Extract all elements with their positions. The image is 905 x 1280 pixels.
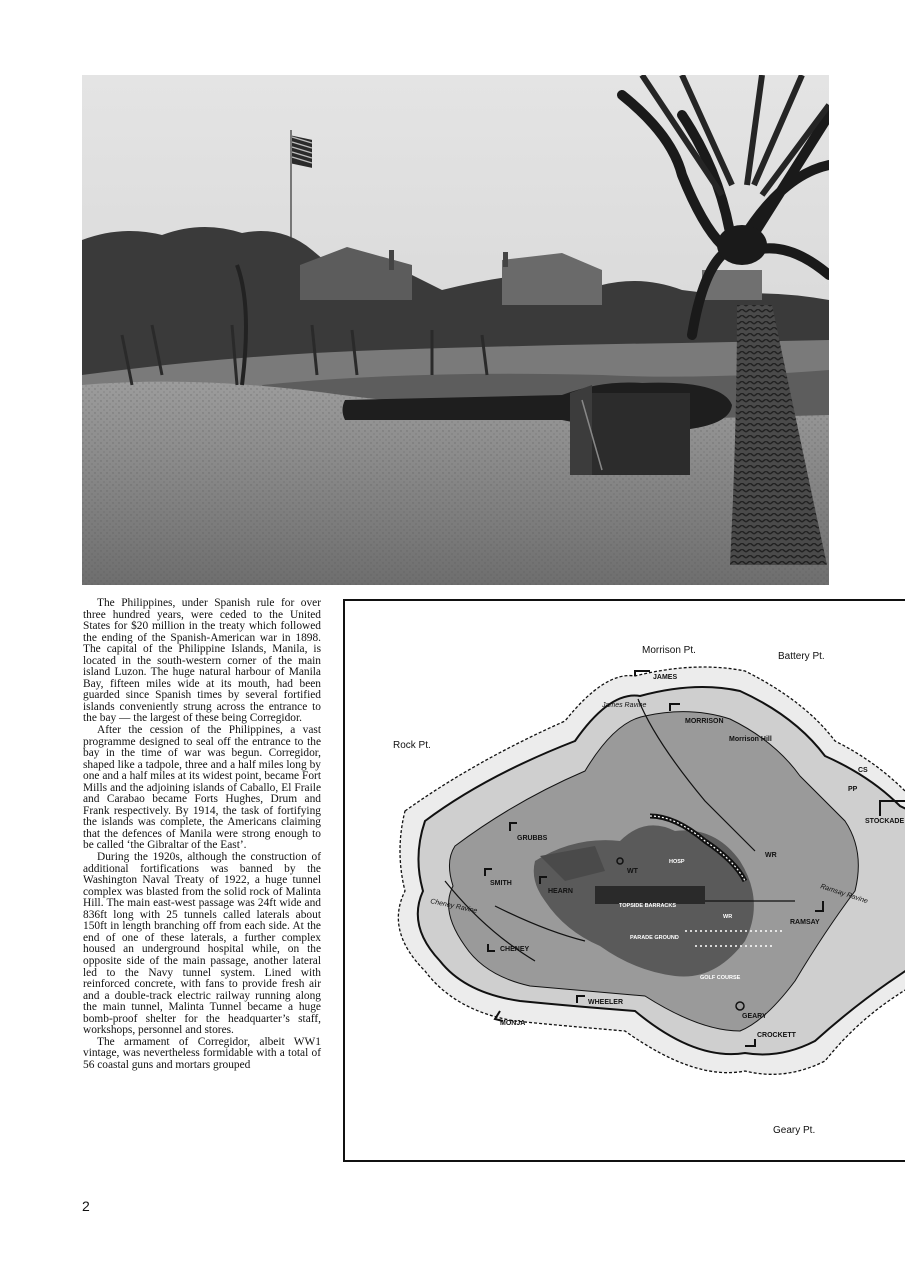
map-battery-cheney: CHENEY bbox=[500, 946, 530, 953]
map-battery-ramsay: RAMSAY bbox=[790, 919, 820, 926]
map-feature-parade-ground: PARADE GROUND bbox=[630, 935, 679, 941]
page-number: 2 bbox=[82, 1198, 90, 1214]
map-battery-james: JAMES bbox=[653, 674, 678, 681]
map-label-morrison-pt: Morrison Pt. bbox=[642, 645, 696, 656]
map-battery-crockett: CROCKETT bbox=[757, 1032, 796, 1039]
article-paragraph: The Philippines, under Spanish rule for over three hundred years, were ceded to the United States for $20 million in the treaty which followed the ending of the Spanish-American war in 1898. The capital of the Philippine Islands, Manila, is located in the south-western corner of the main island Luzon. The huge natural harbour of Manila Bay, fifteen miles wide at its mouth, had been guarded since Spanish times by several fortified islands conveniently strung across the entrance to the bay — the largest of these being Corregidor. bbox=[83, 597, 321, 725]
map-battery-morrison: MORRISON bbox=[685, 718, 724, 725]
map-label-cheney-ravine: Cheney Ravine bbox=[429, 898, 478, 915]
map-battery-wheeler: WHEELER bbox=[588, 999, 623, 1006]
map-feature-golf-course: GOLF COURSE bbox=[700, 975, 741, 981]
map-label-ramsay-ravine: Ramsay Ravine bbox=[819, 883, 869, 906]
map-label-battery-pt: Battery Pt. bbox=[778, 651, 825, 662]
map-feature-topside-barracks: TOPSIDE BARRACKS bbox=[619, 903, 677, 909]
historic-photo-cannon-icon bbox=[82, 75, 829, 585]
article-paragraph: During the 1920s, although the construction of additional fortifications was banned by the Washington Naval Treaty of 1922, a huge tunnel complex was blasted from the solid rock of Malinta Hill. The main east-west passage was 24ft wide and 836ft long with 25 tunnels called laterals about 150ft in length branching off from each side. At the end of one of these laterals, a further complex housed an underground hospital while, on the opposite side of the main passage, another lateral led to the Navy tunnel system. Lined with reinforced concrete, with fans to provide fresh air and a double-track electric railway running along the main tunnel, Malinta Tunnel became a huge bomb-proof shelter for the headquarter’s staff, workshops, personnel and stores. bbox=[83, 851, 321, 1037]
map-feature-wt: WT bbox=[627, 868, 638, 875]
map-feature-pp: PP bbox=[848, 786, 858, 793]
map-feature-cs: CS bbox=[858, 767, 868, 774]
island-map-icon bbox=[345, 601, 905, 1160]
map-feature-morrison-hill: Morrison Hill bbox=[729, 736, 772, 743]
map-battery-stockade: STOCKADE bbox=[865, 818, 905, 825]
map-battery-geary: GEARY bbox=[742, 1013, 767, 1020]
map-feature-wr: WR bbox=[723, 914, 733, 920]
article-body bbox=[83, 598, 321, 1071]
map-label-rock-pt: Rock Pt. bbox=[393, 740, 431, 751]
map-feature-hosp: HOSP bbox=[669, 859, 685, 865]
map-battery-smith: SMITH bbox=[490, 880, 512, 887]
map-label-james-ravine: James Ravine bbox=[602, 702, 647, 709]
map-label-geary-pt: Geary Pt. bbox=[773, 1125, 816, 1136]
map-battery-hearn: HEARN bbox=[548, 888, 573, 895]
map-battery-monja: MONJA bbox=[500, 1020, 526, 1027]
cannon-photo bbox=[82, 75, 829, 585]
article-paragraph: After the cession of the Philippines, a vast programme designed to seal off the entrance to the bay in the time of war was begun. Corregidor, shaped like a tadpole, three and a half miles long by one and a half miles at its widest point, became Fort Mills and the adjoining islands of Caballo, El Fraile and Carabao became Forts Hughes, Drum and Frank respectively. By 1914, the task of fortifying the islands was complete, the Americans claiming that the defences of Manila were strong enough to be called ‘the Gibraltar of the East’. bbox=[83, 724, 321, 852]
flag-icon bbox=[292, 136, 312, 168]
article-paragraph: The armament of Corregidor, albeit WW1 vintage, was nevertheless formidable with a total of 56 coastal guns and mortars grouped bbox=[83, 1035, 321, 1071]
corregidor-map bbox=[343, 599, 905, 1162]
map-battery-grubbs: GRUBBS bbox=[517, 835, 548, 842]
map-feature-wr: WR bbox=[765, 852, 777, 859]
